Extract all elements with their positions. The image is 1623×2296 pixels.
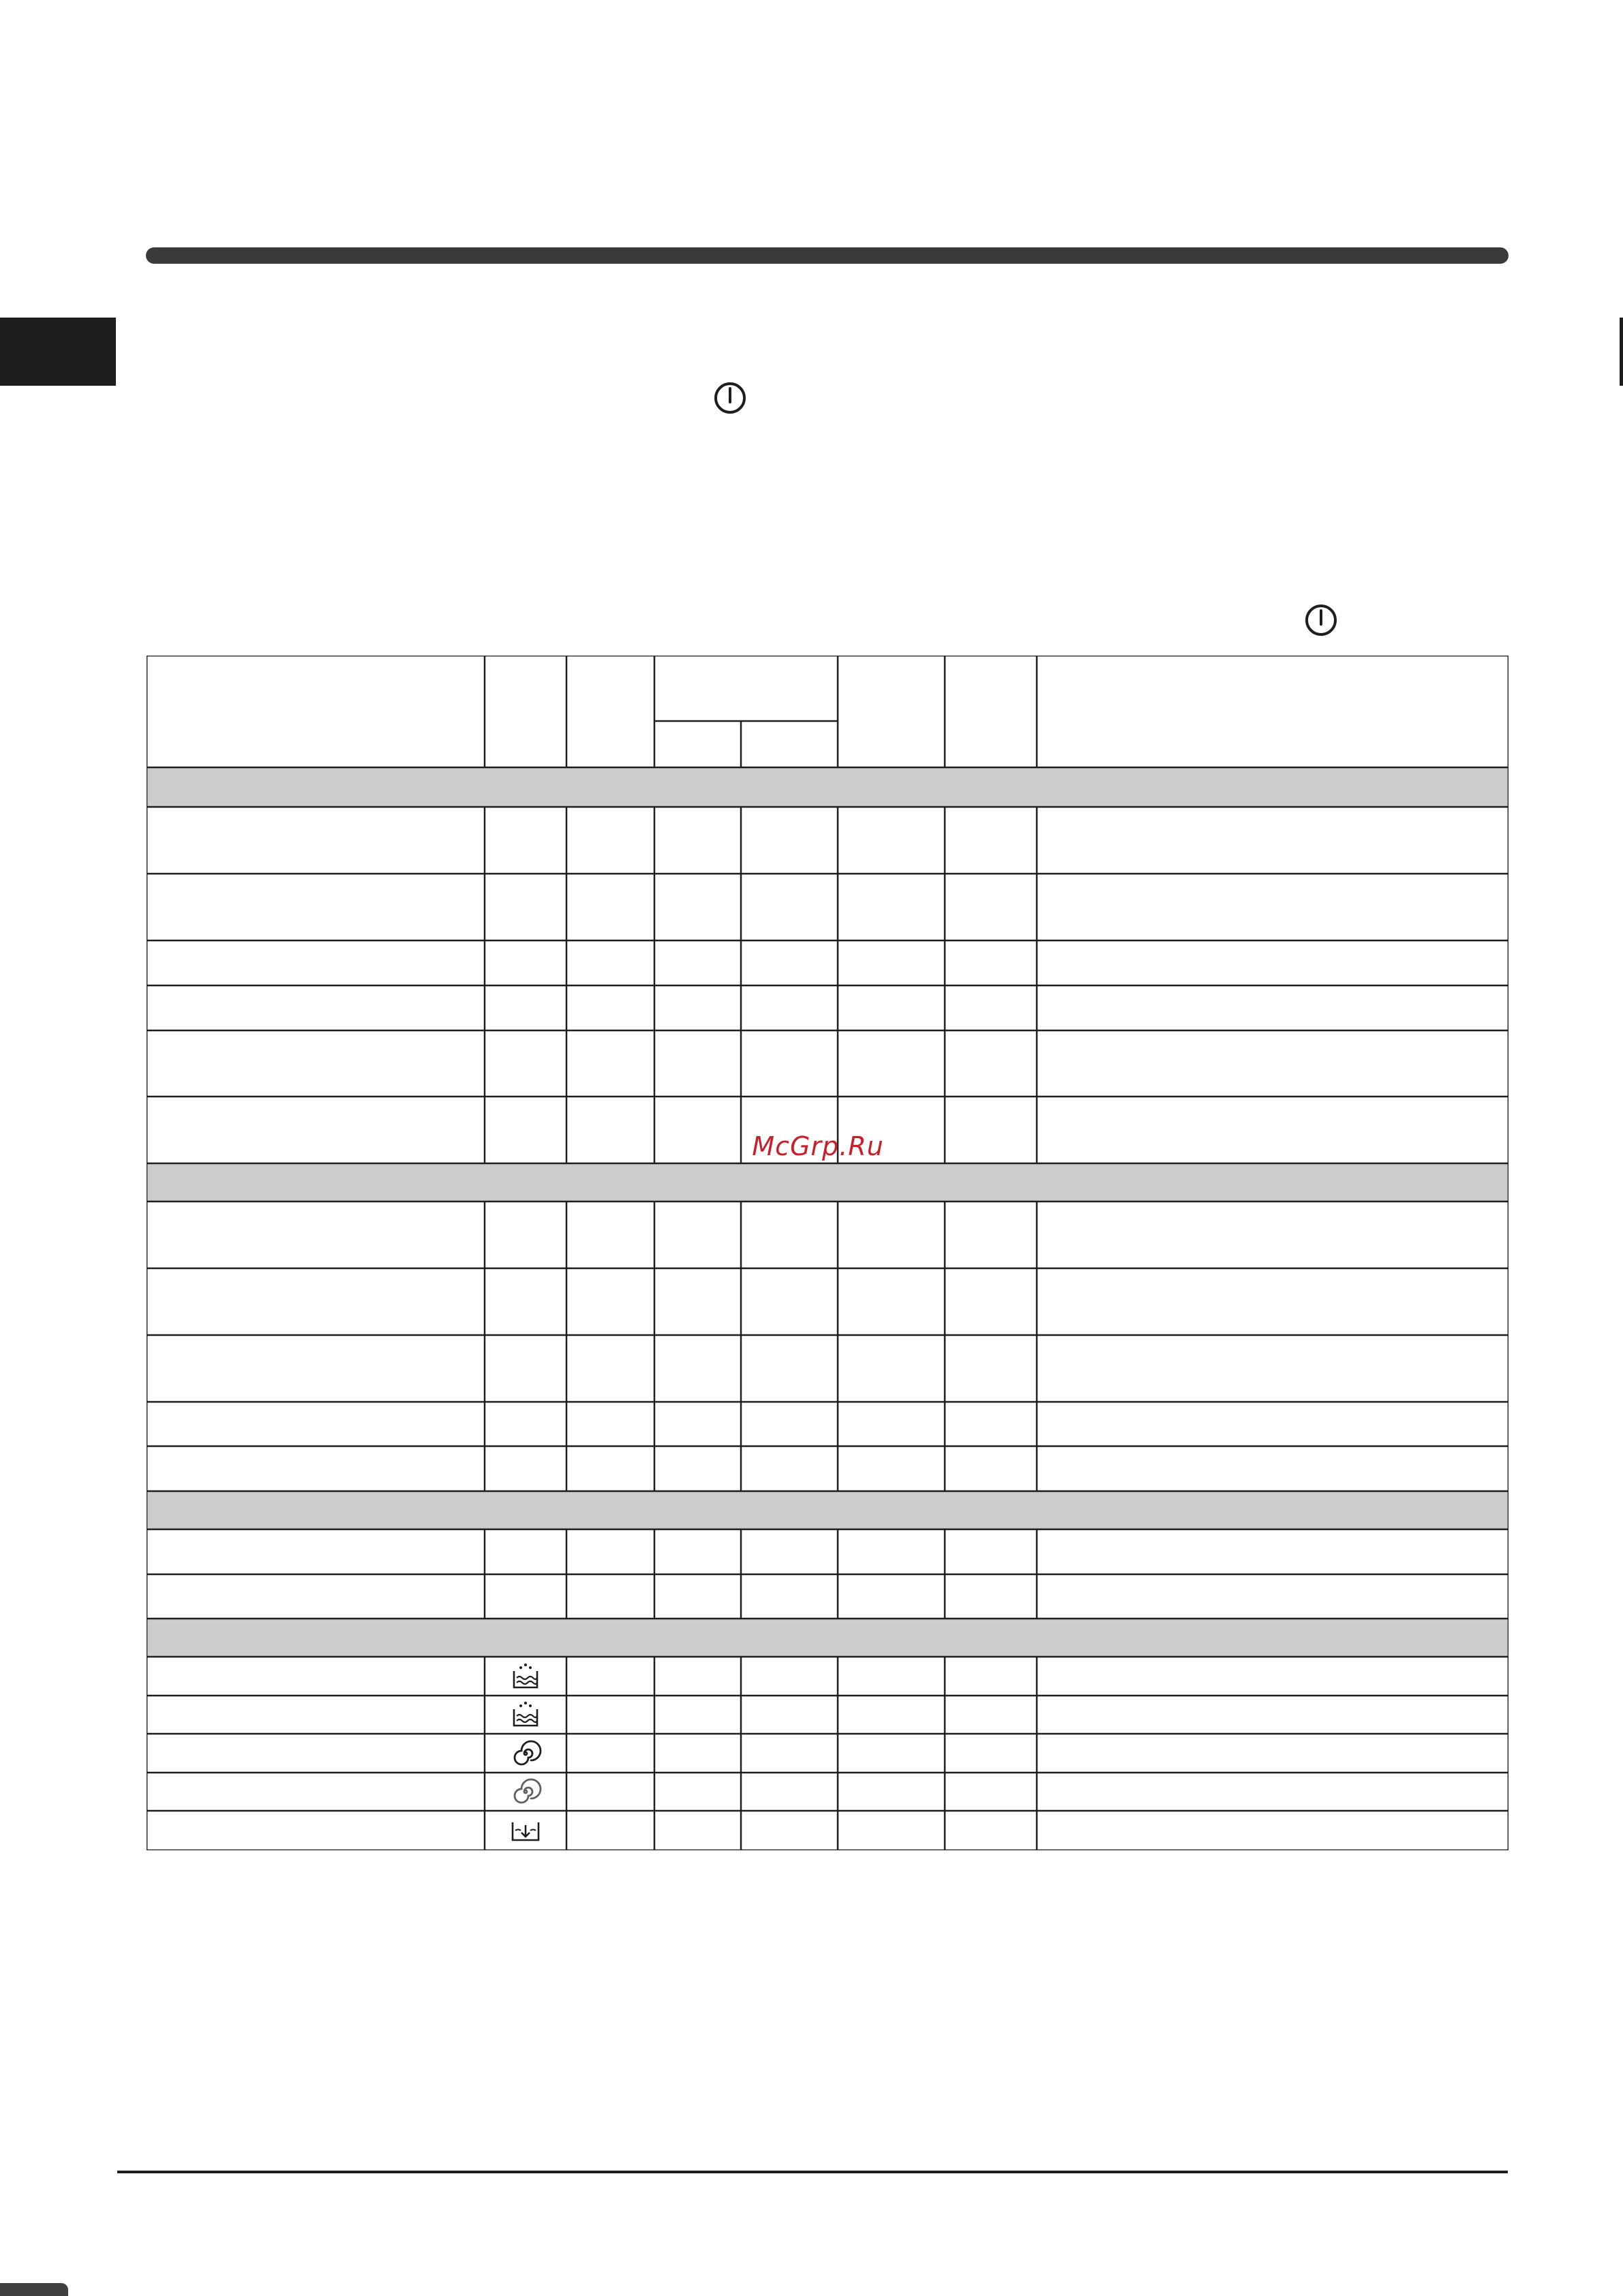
language-tab: [0, 318, 116, 386]
header-bar: [146, 247, 1508, 264]
watermark: McGrp.Ru: [752, 1131, 884, 1161]
spin-icon: [509, 1739, 543, 1769]
program-table: [147, 656, 1508, 1850]
page-number-mark: [0, 2283, 68, 2296]
drain-icon: [509, 1816, 543, 1846]
rinse-icon: [509, 1662, 543, 1692]
rinse-icon: [509, 1700, 543, 1730]
power-icon: [1302, 601, 1340, 639]
section-band: [147, 1491, 1508, 1529]
spin-icon: [509, 1777, 543, 1807]
section-band: [147, 767, 1508, 807]
edge-mark: [1620, 318, 1623, 386]
section-band: [147, 1619, 1508, 1657]
footer-rule: [117, 2171, 1508, 2173]
power-icon: [711, 379, 749, 417]
program-table-grid: [147, 656, 1508, 1850]
section-band: [147, 1163, 1508, 1201]
